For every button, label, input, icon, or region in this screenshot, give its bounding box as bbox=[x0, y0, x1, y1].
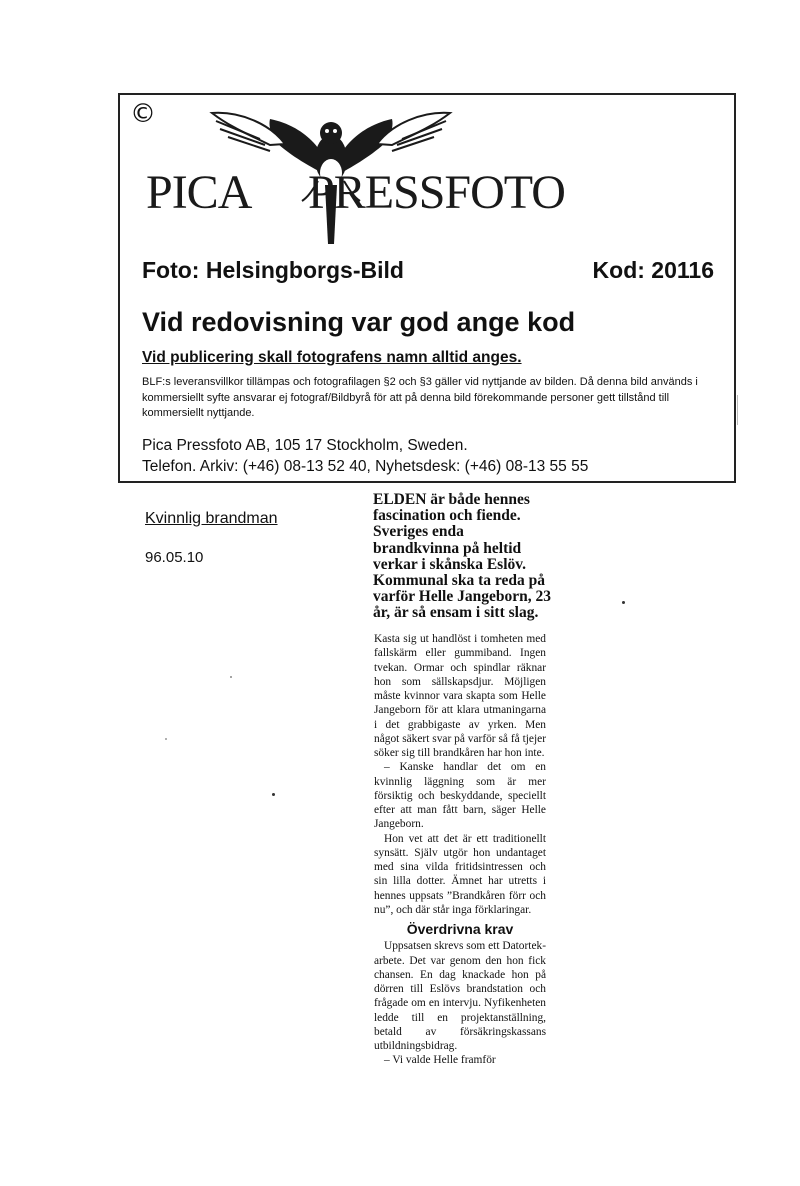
scan-speck bbox=[622, 601, 625, 604]
scan-edge-mark bbox=[737, 395, 738, 425]
agency-contact bbox=[142, 435, 588, 477]
clipping-date: 96.05.10 bbox=[145, 549, 204, 566]
publish-note: Vid publicering skall fotografens namn alltid anges. bbox=[142, 349, 522, 366]
copyright-symbol: © bbox=[130, 99, 156, 129]
agency-phones: Telefon. Arkiv: (+46) 08-13 52 40, Nyhetsdesk: (+46) 08-13 55 55 bbox=[142, 458, 589, 475]
clipping-title: Kvinnlig brandman bbox=[145, 510, 278, 527]
scan-speck bbox=[230, 676, 232, 678]
article-paragraph: Uppsatsen skrevs som ett Datortek-arbete. Det var genom den hon fick chansen. En dag knackade hon på dörren till Eslövs brandstation och frågade om en intervju. Nyfikenheten ledde till en projektanställning, betald av försäkringskassans utbildningsbidrag. bbox=[374, 940, 546, 1052]
article-lead: ELDEN är både hennes fascination och fiende. Sveriges enda brandkvinna på heltid verkar i skånska Eslöv. Kommunal ska ta reda på varför Helle Jangeborn, 23 år, är så ensam i sitt slag. bbox=[373, 491, 551, 622]
article-paragraph: Kasta sig ut handlöst i tomheten med fallskärm eller gummiband. Ingen tvekan. Ormar och spindlar räknar hon som sällskapsdjur. Möjligen måste kvinnor vara skapta som Helle Jangeborn för att klara utmaningarna i det grabbigaste av yrken. Men något säkert svar på varför så få tjejer söker sig till brandkåren har hon inte. bbox=[374, 633, 546, 759]
scan-speck bbox=[272, 793, 275, 796]
article-subheading: Överdrivna krav bbox=[406, 921, 514, 937]
agency-address: Pica Pressfoto AB, 105 17 Stockholm, Sweden. bbox=[142, 437, 468, 454]
pica-pressfoto-logo bbox=[120, 99, 738, 249]
code-instruction: Vid redovisning var god ange kod bbox=[142, 307, 576, 337]
photo-code: Kod: 20116 bbox=[592, 257, 714, 283]
logo-text-pica: PICA bbox=[146, 166, 252, 219]
article-body bbox=[374, 632, 546, 1065]
logo-text-pressfoto: PRESSFOTO bbox=[308, 166, 565, 219]
license-terms: BLF:s leveransvillkor tillämpas och fotografilagen §2 och §3 gäller vid nyttjande av bilden. Då denna bild används i kommersiellt syfte ansvarar ej fotograf/Bildbyrå för att på denna bild förekommande personer gett tillstånd till kommersiellt nyttjande. bbox=[142, 376, 698, 419]
article-paragraph: Hon vet att det är ett traditionellt synsätt. Själv utgör hon undantaget med sina vilda fritidsintressen och sin lilla dotter. Ämnet har utretts i hennes uppsats ”Brandkåren förr och nu”, och där står inga förklaringar. bbox=[374, 832, 546, 916]
scan-speck bbox=[165, 738, 167, 740]
photo-credit: Foto: Helsingborgs-Bild bbox=[142, 257, 404, 283]
photo-credit-line bbox=[142, 257, 718, 284]
pica-pressfoto-stamp bbox=[118, 93, 736, 483]
article-paragraph-cut: – Vi valde Helle framför bbox=[384, 1054, 496, 1066]
article-paragraph: – Kanske handlar det om en kvinnlig läggning som är mer försiktig och beskyddande, speciellt efter att man fått barn, säger Helle Jangeborn. bbox=[374, 761, 546, 831]
